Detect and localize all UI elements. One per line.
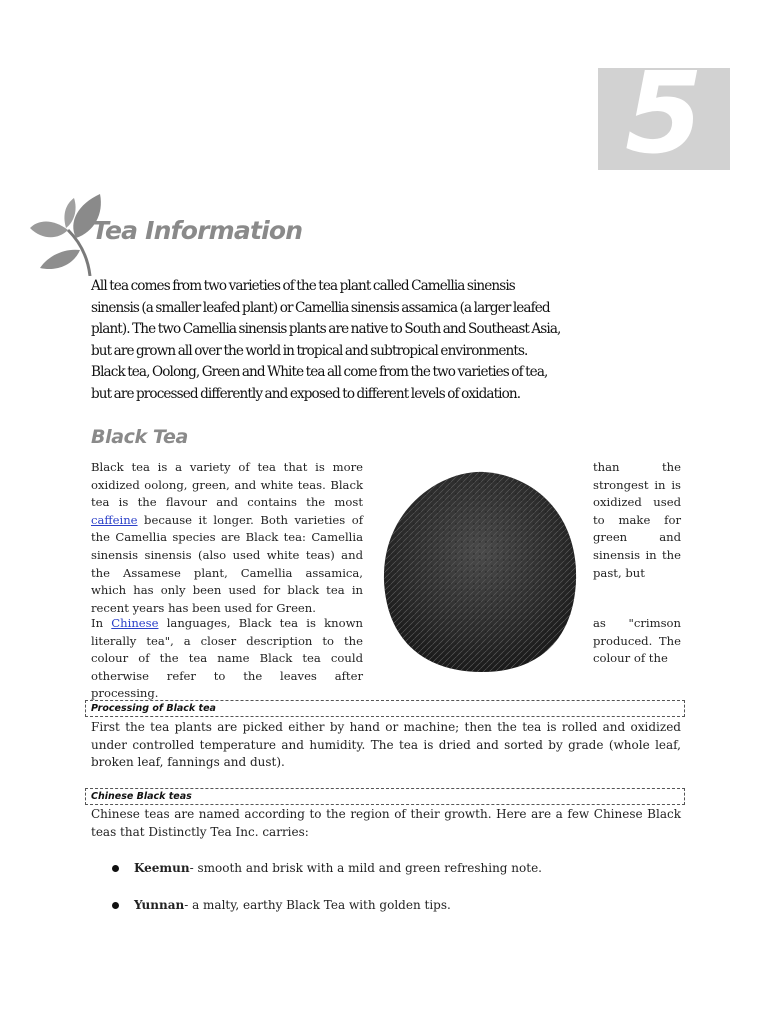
chapter-number: 5 xyxy=(625,49,703,179)
text-run: because it longer. Both varieties of the Camellia species are Black tea: Camellia sinensis sinensis (also used white teas) and the Assamese plant, Camellia assamica, which has only been used for black tea in recent years has been used for Green. xyxy=(91,512,363,615)
bullet-icon xyxy=(112,865,119,872)
black-tea-paragraph-2 xyxy=(91,615,363,703)
section-heading-black-tea: Black Tea xyxy=(91,426,188,448)
list-item xyxy=(112,860,672,877)
tea-name: Yunnan xyxy=(134,898,185,912)
bullet-icon xyxy=(112,902,119,909)
caffeine-link[interactable]: caffeine xyxy=(91,512,138,527)
page-title: Tea Information xyxy=(92,216,303,245)
processing-subheading-box xyxy=(85,700,685,717)
tea-description: - a malty, earthy Black Tea with golden tips. xyxy=(184,898,451,912)
text-run: Black tea is a variety of tea that is more oxidized oolong, green, and white teas. Black tea is the flavour and contains the most xyxy=(91,460,363,510)
tea-description: - smooth and brisk with a mild and green refreshing note. xyxy=(189,861,542,875)
chinese-teas-paragraph: Chinese teas are named according to the region of their growth. Here are a few Chinese Black teas that Distinctly Tea Inc. carries: xyxy=(91,807,681,839)
chinese-teas-list xyxy=(112,860,672,914)
black-tea-leaves-image xyxy=(380,460,580,675)
tea-name: Keemun xyxy=(134,861,190,875)
black-tea-paragraph-1-right: than the strongest in is oxidized used to make for green and sinensis in the past, but xyxy=(593,460,681,580)
chinese-link[interactable]: Chinese xyxy=(111,616,159,630)
black-tea-paragraph-2-right: as "crimson produced. The colour of the xyxy=(593,616,681,666)
black-tea-paragraph-1 xyxy=(91,459,363,617)
list-item xyxy=(112,897,672,914)
intro-paragraph: All tea comes from two varieties of the tea plant called Camellia sinensis sinensis (a smaller leafed plant) or Camellia sinensis assamica (a larger leafed plant). The two Camellia sinensis plants are native to South and Southeast Asia, but are grown all over the world in tropical and subtropical environments. Black tea, Oolong, Green and White tea all come from the two varieties of tea, but are processed differently and exposed to different levels of oxidation. xyxy=(91,278,561,402)
text-run: In xyxy=(91,616,112,630)
processing-paragraph: First the tea plants are picked either by hand or machine; then the tea is rolled and oxidized under controlled temperature and humidity. The tea is dried and sorted by grade (whole leaf, broken leaf, fannings and dust). xyxy=(91,720,681,769)
text-run: languages, Black tea is known literally tea", a closer description to the colour of the tea name Black tea could otherwise refer to the leaves after processing. xyxy=(91,616,364,701)
chapter-number-box xyxy=(598,49,730,179)
chinese-teas-subheading-box xyxy=(85,788,685,805)
chinese-teas-subheading: Chinese Black teas xyxy=(91,791,192,802)
processing-subheading: Processing of Black tea xyxy=(91,703,216,714)
